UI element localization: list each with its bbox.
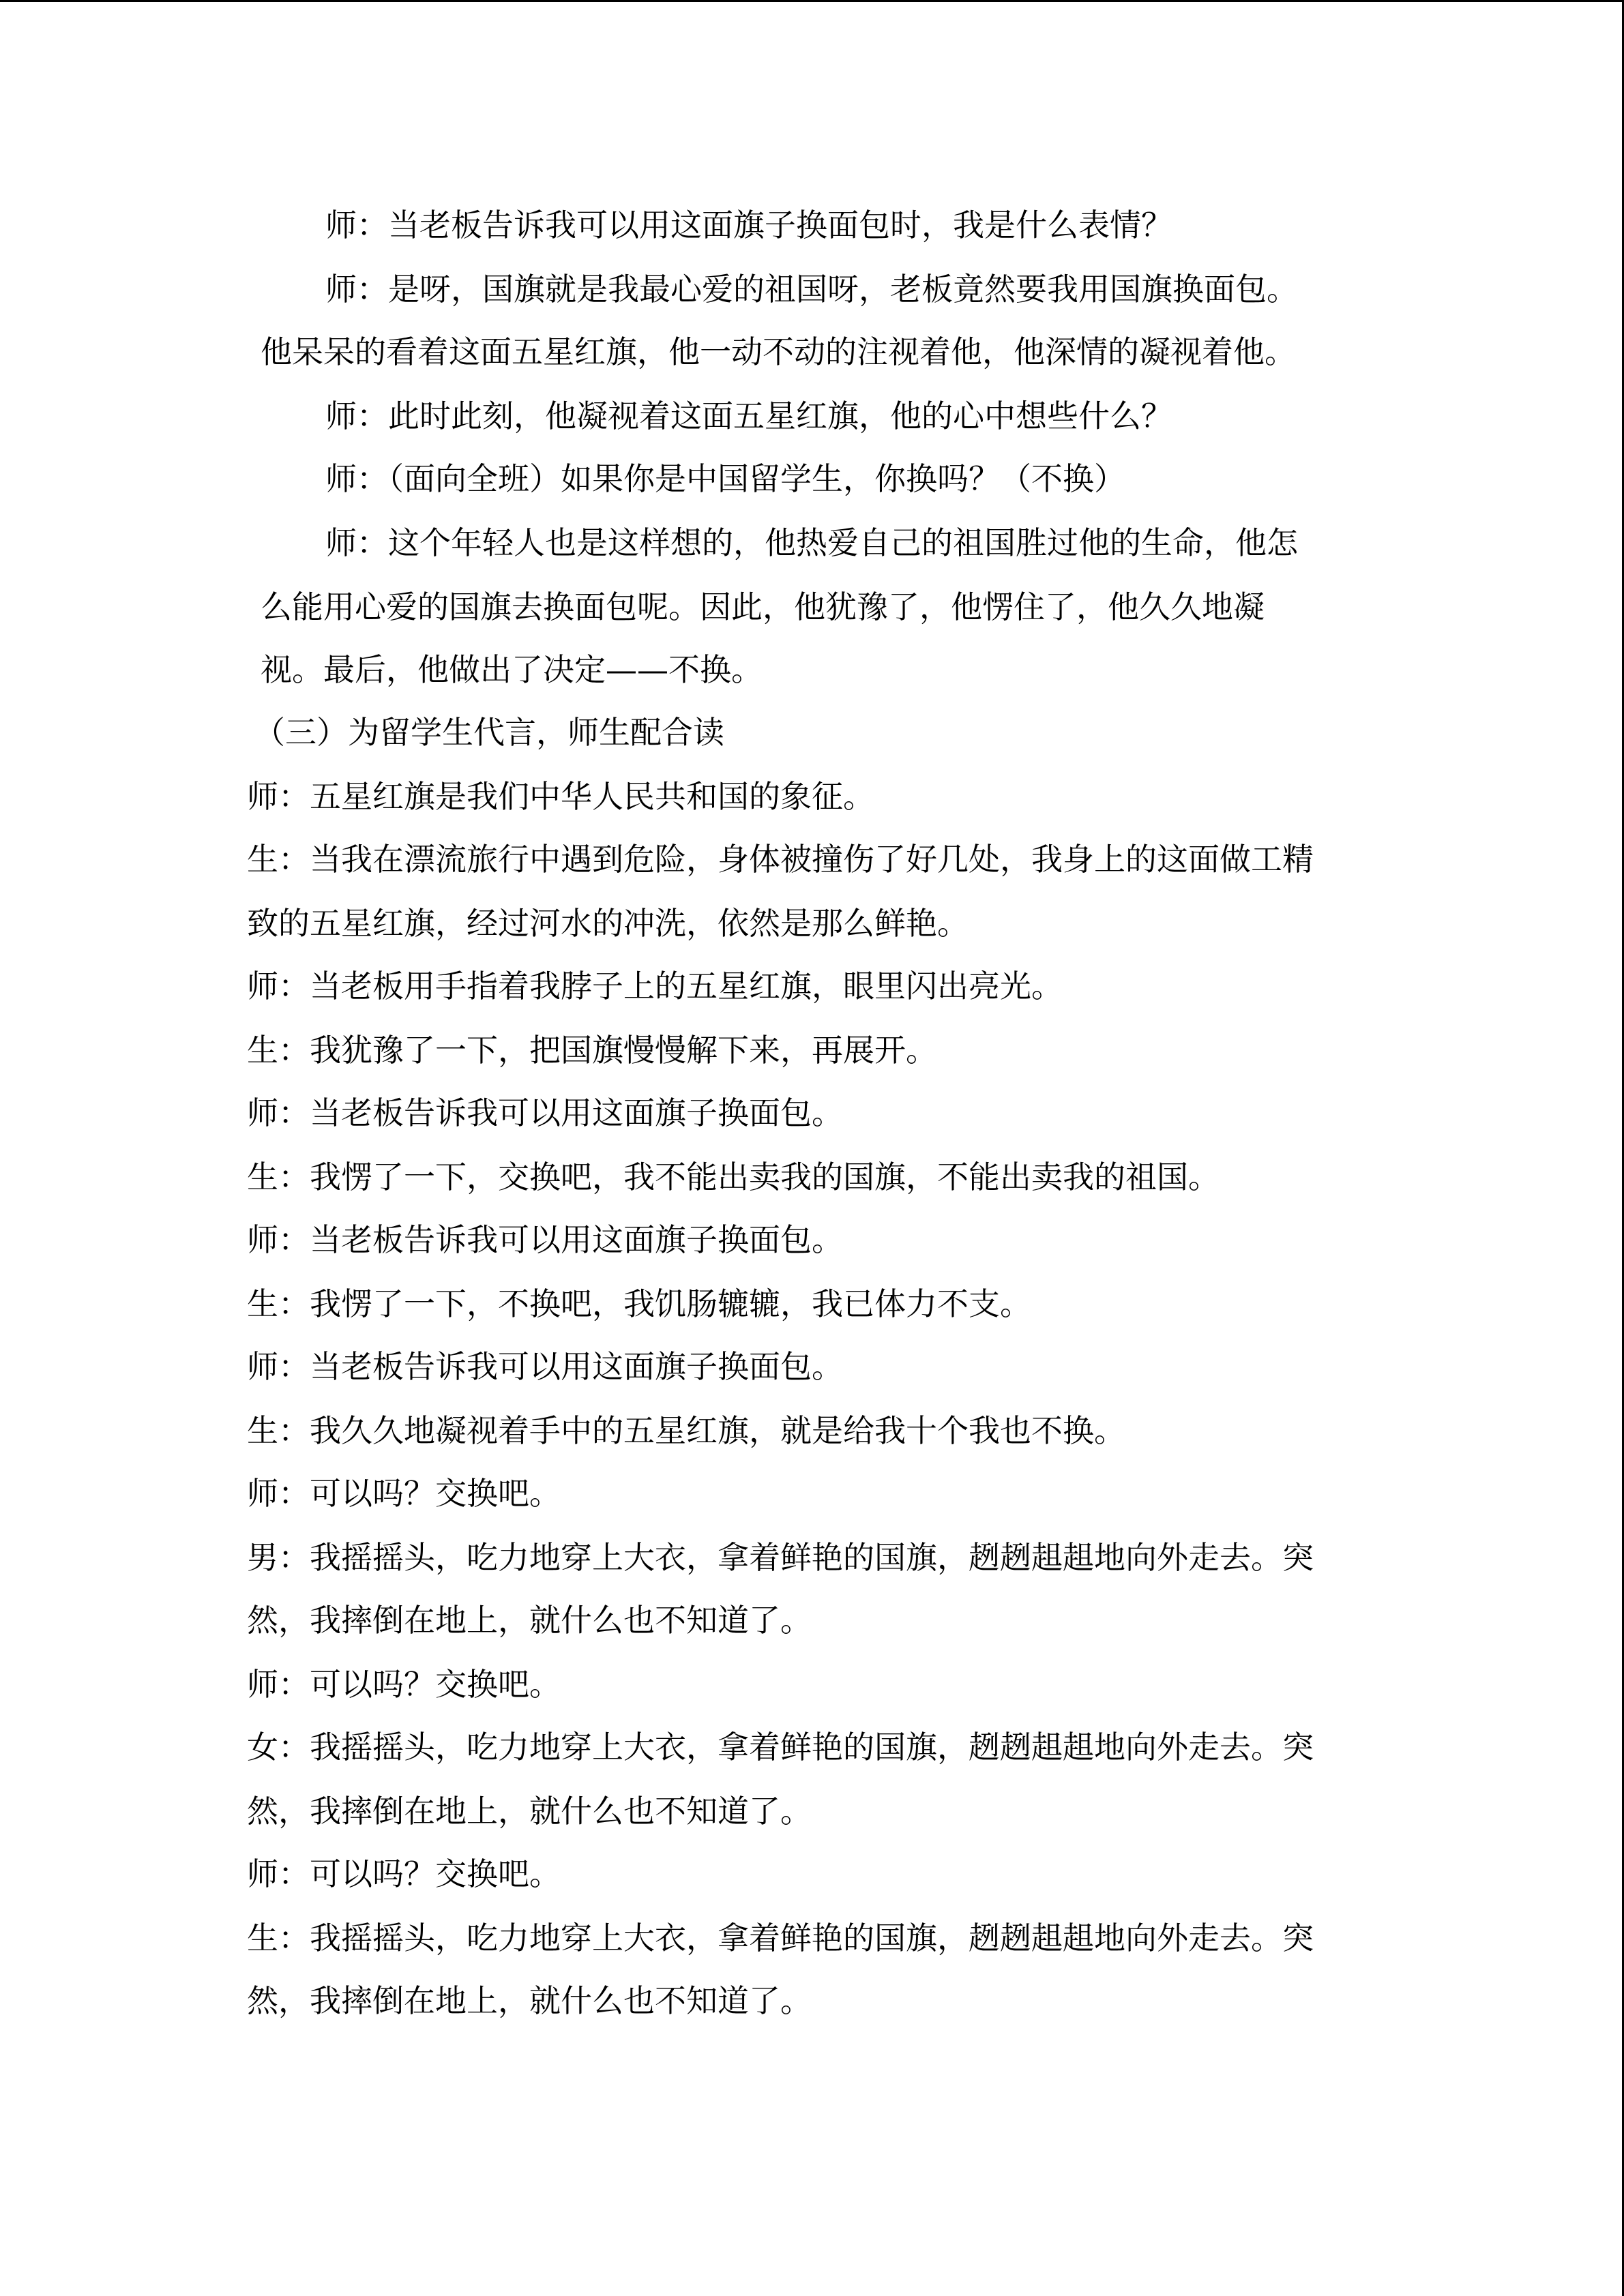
- text-line: 师：可以吗？交换吧。: [247, 1475, 561, 1512]
- page-border-top: [0, 0, 1624, 2]
- text-line: 然，我摔倒在地上，就什么也不知道了。: [247, 1982, 812, 2019]
- text-line: 师：当老板告诉我可以用这面旗子换面包。: [247, 1094, 843, 1131]
- text-line: 生：我愣了一下，不换吧，我饥肠辘辘，我已体力不支。: [247, 1285, 1031, 1322]
- text-line: 师：可以吗？交换吧。: [247, 1855, 561, 1892]
- text-line: 么能用心爱的国旗去换面包呢。因此，他犹豫了，他愣住了，他久久地凝: [261, 588, 1265, 625]
- text-line: 他呆呆的看着这面五星红旗，他一动不动的注视着他，他深情的凝视着他。: [261, 333, 1296, 370]
- text-line: 然，我摔倒在地上，就什么也不知道了。: [247, 1793, 812, 1830]
- text-line: 生：我摇摇头，吃力地穿上大衣，拿着鲜艳的国旗，趔趔趄趄地向外走去。突: [247, 1920, 1314, 1956]
- text-line: 师：是呀，国旗就是我最心爱的祖国呀，老板竟然要我用国旗换面包。: [325, 271, 1298, 308]
- text-line: 然，我摔倒在地上，就什么也不知道了。: [247, 1602, 812, 1639]
- text-line: 致的五星红旗，经过河水的冲洗，依然是那么鲜艳。: [247, 905, 969, 942]
- text-line: 生：当我在漂流旅行中遇到危险，身体被撞伤了好几处，我身上的这面做工精: [247, 841, 1314, 878]
- text-line: 师：这个年轻人也是这样想的，他热爱自己的祖国胜过他的生命，他怎: [325, 524, 1298, 561]
- text-line: 生：我犹豫了一下，把国旗慢慢解下来，再展开。: [247, 1032, 937, 1069]
- text-line: 女：我摇摇头，吃力地穿上大衣，拿着鲜艳的国旗，趔趔趄趄地向外走去。突: [247, 1729, 1314, 1765]
- text-line: 师：此时此刻，他凝视着这面五星红旗，他的心中想些什么？: [325, 398, 1172, 434]
- text-line: 师：可以吗？交换吧。: [247, 1666, 561, 1703]
- text-line: 师：当老板告诉我可以用这面旗子换面包。: [247, 1221, 843, 1258]
- text-line: 生：我愣了一下，交换吧，我不能出卖我的国旗，不能出卖我的祖国。: [247, 1159, 1220, 1195]
- text-line: 师：五星红旗是我们中华人民共和国的象征。: [247, 778, 874, 815]
- text-line: 师：当老板告诉我可以用这面旗子换面包。: [247, 1348, 843, 1385]
- text-line: 男：我摇摇头，吃力地穿上大衣，拿着鲜艳的国旗，趔趔趄趄地向外走去。突: [247, 1539, 1314, 1576]
- text-line: 生：我久久地凝视着手中的五星红旗，就是给我十个我也不换。: [247, 1412, 1125, 1449]
- section-heading: （三）为留学生代言，师生配合读: [254, 714, 724, 751]
- text-line: 师：当老板告诉我可以用这面旗子换面包时，我是什么表情？: [325, 207, 1172, 243]
- text-line: 师：（面向全班）如果你是中国留学生，你换吗？（不换）: [325, 460, 1125, 497]
- text-line: 师：当老板用手指着我脖子上的五星红旗，眼里闪出亮光。: [247, 968, 1063, 1004]
- text-line: 视。最后，他做出了决定——不换。: [261, 651, 763, 688]
